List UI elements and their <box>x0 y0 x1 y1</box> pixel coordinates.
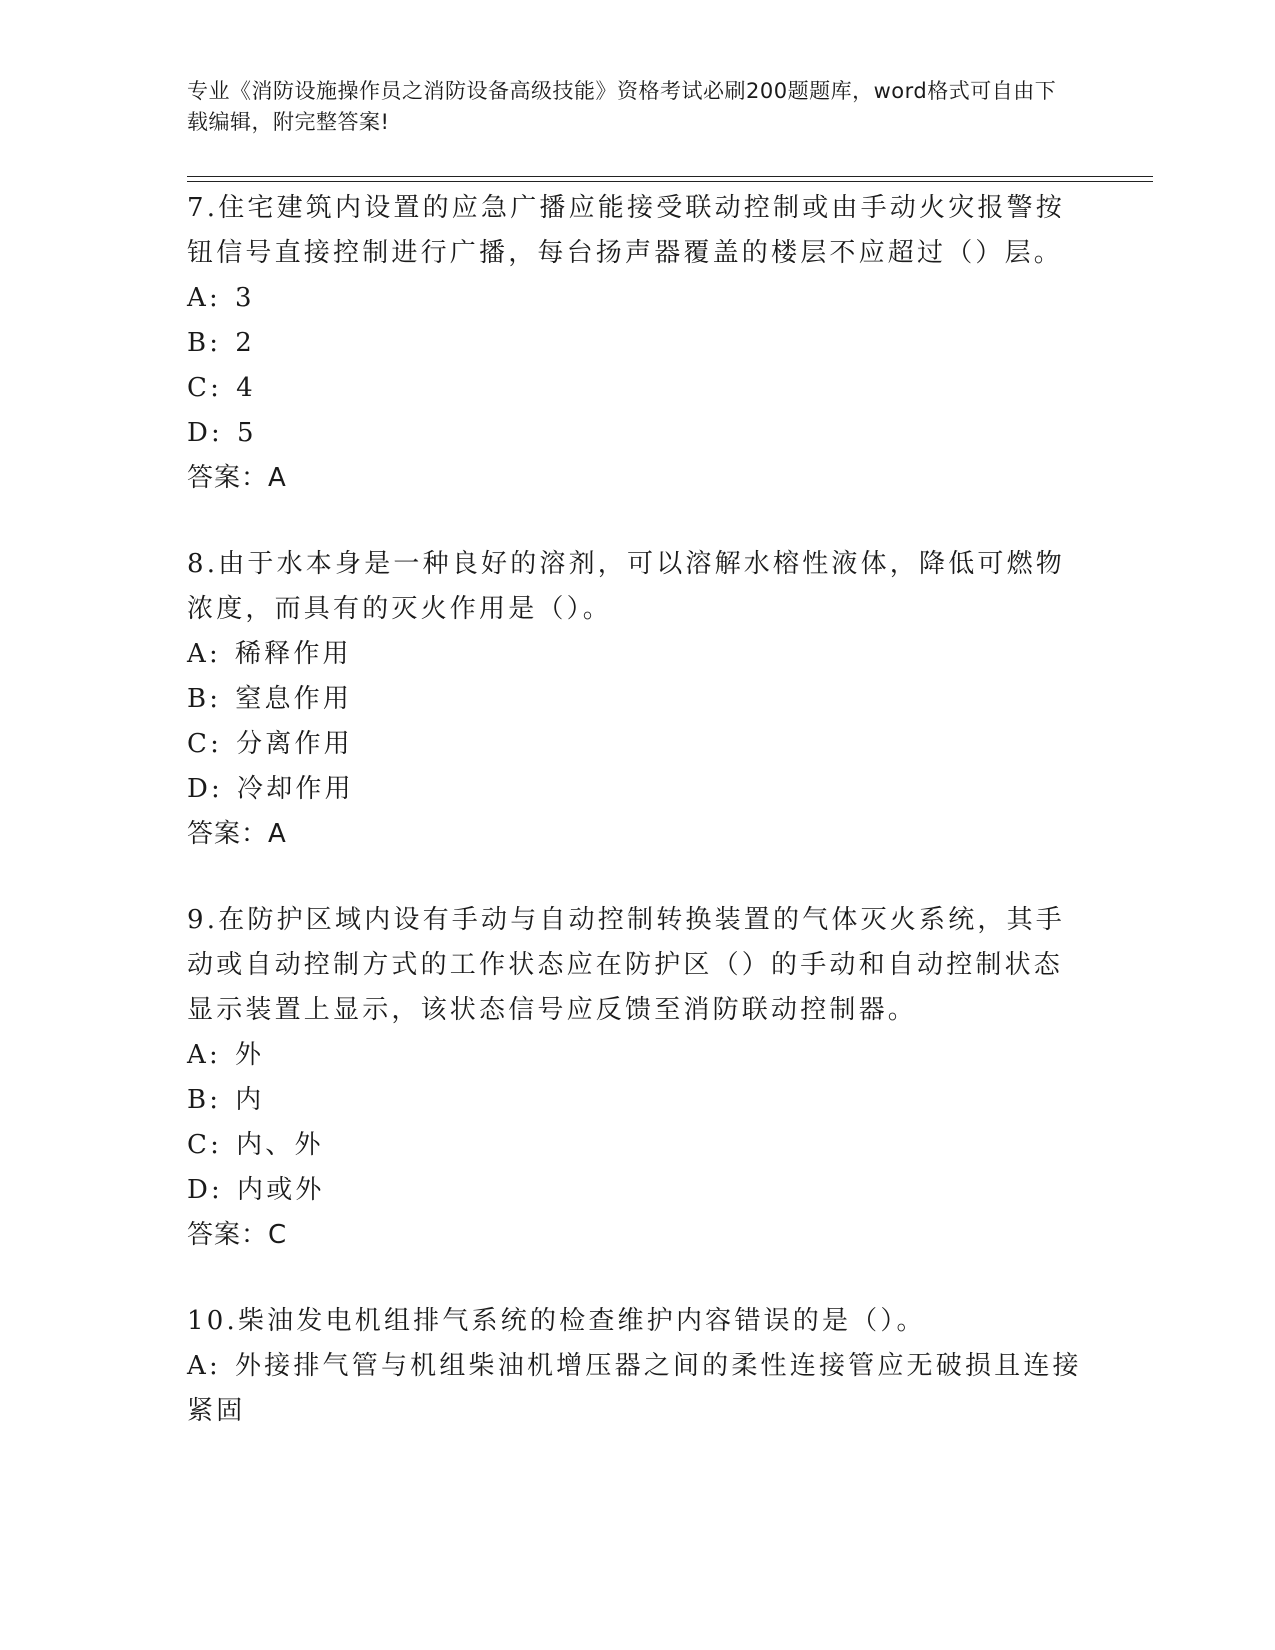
option-b <box>187 1078 1087 1123</box>
option-key: B: <box>187 328 222 358</box>
answer-line: 答案：A <box>187 819 287 849</box>
question-stem: 8.由于水本身是一种良好的溶剂，可以溶解水榕性液体，降低可燃物浓度，而具有的灭火作用是（）。 <box>187 549 1066 624</box>
option-a <box>187 1033 1087 1078</box>
option-a <box>187 276 1087 321</box>
document-header: 专业《消防设施操作员之消防设备高级技能》资格考试必刷200题题库，word格式可自由下载编辑，附完整答案! <box>187 79 1057 134</box>
question-stem: 10.柴油发电机组排气系统的检查维护内容错误的是（）。 <box>187 1306 926 1336</box>
option-text: 外 <box>234 1040 265 1070</box>
question-10 <box>187 1299 1087 1434</box>
option-b <box>187 321 1087 366</box>
option-text: 内、外 <box>236 1130 324 1160</box>
option-text: 3 <box>234 283 255 313</box>
option-a <box>187 1344 1087 1434</box>
header-divider-top <box>187 176 1153 177</box>
option-c <box>187 1123 1087 1168</box>
question-7 <box>187 186 1087 501</box>
option-key: C: <box>187 373 223 403</box>
question-9 <box>187 898 1087 1258</box>
option-text: 4 <box>236 373 256 403</box>
answer-line: 答案：A <box>187 463 287 493</box>
option-key: B: <box>187 684 222 714</box>
option-key: A: <box>187 1040 221 1070</box>
question-stem: 9.在防护区域内设有手动与自动控制转换装置的气体灭火系统，其手动或自动控制方式的工作状态应在防护区（）的手动和自动控制状态显示装置上显示，该状态信号应反馈至消防联动控制器。 <box>187 905 1066 1025</box>
option-key: D: <box>187 418 224 448</box>
option-key: A: <box>187 283 221 313</box>
option-key: D: <box>187 774 224 804</box>
option-b <box>187 677 1087 722</box>
question-8 <box>187 542 1087 857</box>
option-d <box>187 767 1087 812</box>
option-text: 外接排气管与机组柴油机增压器之间的柔性连接管应无破损且连接紧固 <box>187 1351 1082 1426</box>
question-stem: 7.住宅建筑内设置的应急广播应能接受联动控制或由手动火灾报警按钮信号直接控制进行广播，每台扬声器覆盖的楼层不应超过（）层。 <box>187 193 1066 268</box>
option-text: 2 <box>235 328 256 358</box>
option-text: 5 <box>237 418 257 448</box>
option-key: D: <box>187 1175 224 1205</box>
option-text: 窒息作用 <box>235 684 353 714</box>
header-divider-bottom <box>187 181 1153 182</box>
option-c <box>187 366 1087 411</box>
option-key: B: <box>187 1085 222 1115</box>
option-key: A: <box>187 639 221 669</box>
option-text: 冷却作用 <box>237 774 354 804</box>
option-d <box>187 411 1087 456</box>
option-a <box>187 632 1087 677</box>
option-c <box>187 722 1087 767</box>
option-d <box>187 1168 1087 1213</box>
option-text: 内或外 <box>237 1175 325 1205</box>
option-key: C: <box>187 729 223 759</box>
question-list <box>187 186 1087 1475</box>
option-key: C: <box>187 1130 223 1160</box>
option-key: A: <box>187 1351 221 1381</box>
option-text: 内 <box>235 1085 265 1115</box>
answer-line: 答案：C <box>187 1220 288 1250</box>
option-text: 稀释作用 <box>234 639 352 669</box>
option-text: 分离作用 <box>236 729 353 759</box>
